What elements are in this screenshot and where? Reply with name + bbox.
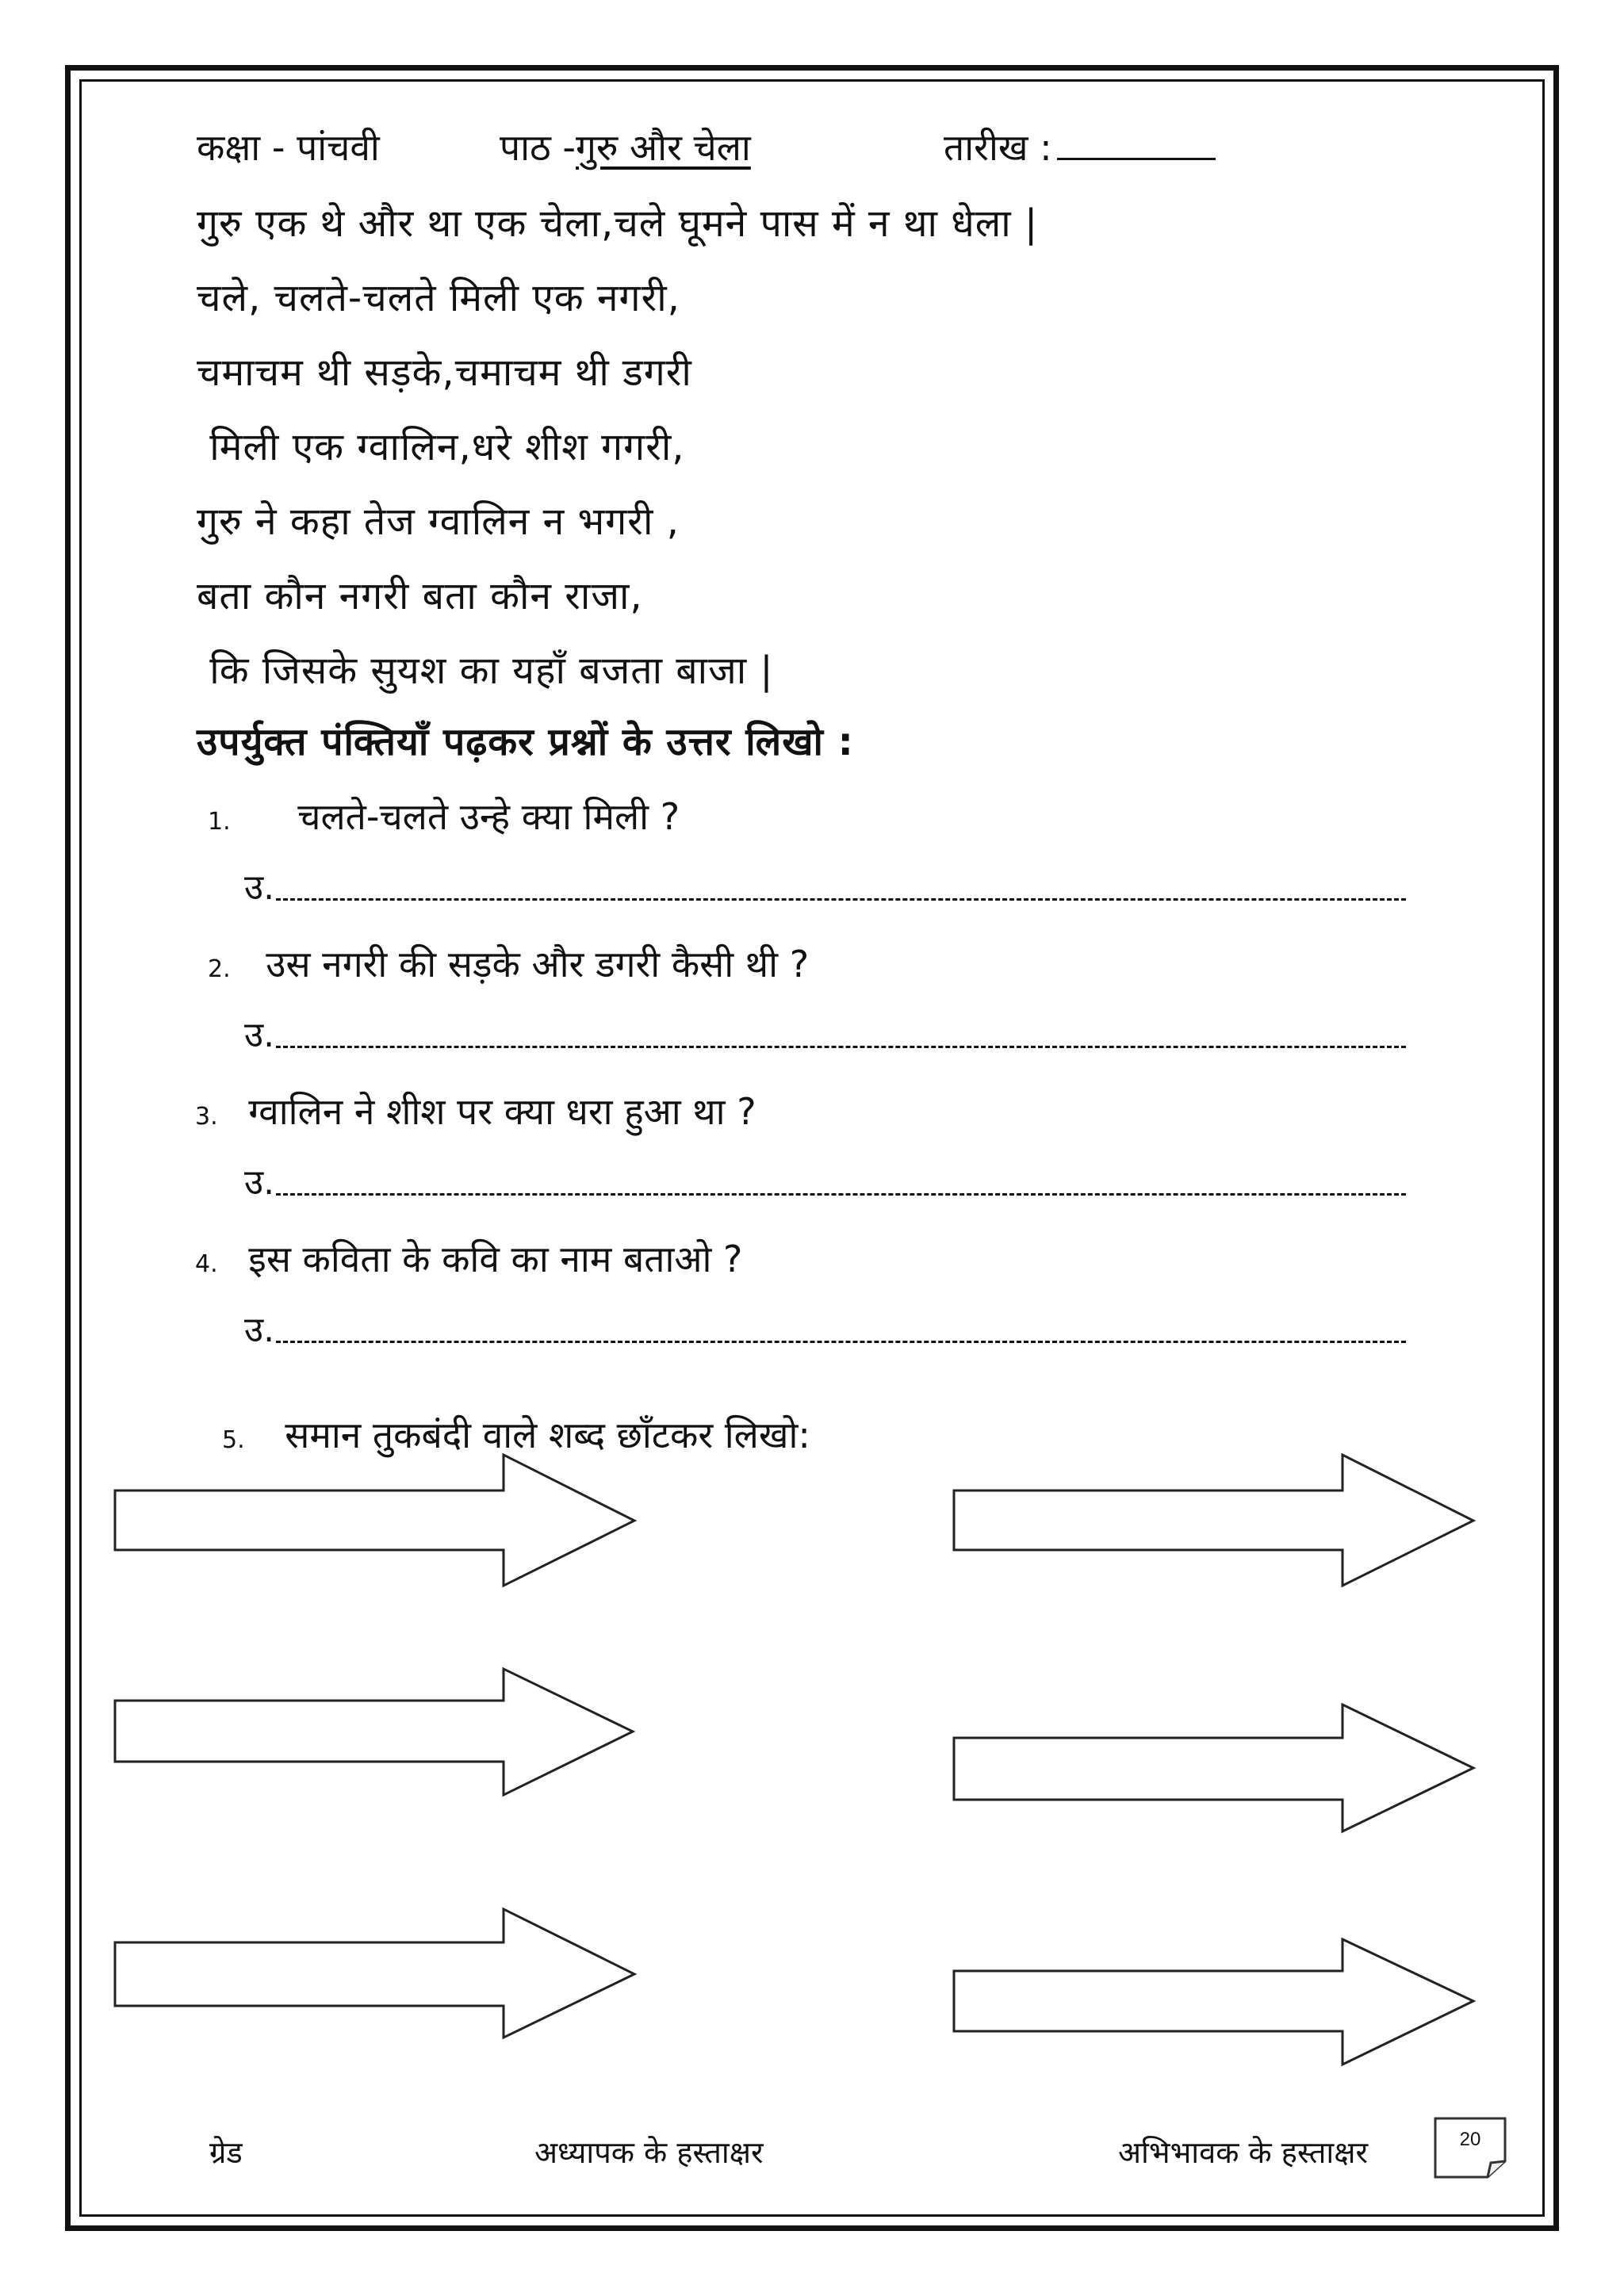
arrow-box-left-1[interactable] xyxy=(115,1455,634,1586)
question-text: समान तुकबंदी वाले शब्द छाँटकर लिखो: xyxy=(285,1414,810,1456)
lesson-prefix: पाठ - xyxy=(500,126,576,169)
date-label: तारीख : xyxy=(944,126,1052,169)
poem-line: गुरु ने कहा तेज ग्वालिन न भगरी , xyxy=(197,499,680,544)
poem-line: बता कौन नगरी बता कौन राजा, xyxy=(197,574,643,618)
arrow-box-right-3[interactable] xyxy=(954,1939,1473,2064)
poem-line: मिली एक ग्वालिन,धरे शीश गगरी, xyxy=(197,425,685,469)
question-text: ग्वालिन ने शीश पर क्या धरा हुआ था ? xyxy=(248,1090,756,1133)
poem-line: चमाचम थी सड़के,चमाचम थी डगरी xyxy=(197,350,692,395)
lesson-title: गुरु और चेला xyxy=(576,126,751,169)
arrow-box-left-3[interactable] xyxy=(115,1909,634,2038)
poem-line: चले, चलते-चलते मिली एक नगरी, xyxy=(197,276,680,320)
arrow-box-right-2[interactable] xyxy=(954,1705,1473,1831)
footer-parent-signature: अभिभावक के हस्ताक्षर xyxy=(1118,2135,1369,2170)
question-number: 2. xyxy=(208,955,231,983)
question-text: चलते-चलते उन्हे क्या मिली ? xyxy=(297,795,680,838)
arrow-box-left-2[interactable] xyxy=(115,1669,633,1795)
footer-teacher-signature: अध्यापक के हस्ताक्षर xyxy=(534,2135,764,2170)
question-number: 5. xyxy=(222,1426,245,1454)
arrow-box-right-1[interactable] xyxy=(954,1455,1473,1586)
poem-line: कि जिसके सुयश का यहाँ बजता बाजा | xyxy=(197,649,774,693)
footer-grade: ग्रेड xyxy=(209,2135,243,2170)
page-number: 20 xyxy=(1459,2129,1481,2150)
question-text: उस नगरी की सड़के और डगरी कैसी थी ? xyxy=(266,943,810,985)
question-number: 1. xyxy=(208,808,231,836)
instruction-heading: उपर्युक्त पंक्तियाँ पढ़कर प्रश्नों के उत्तर लिखो : xyxy=(197,720,854,764)
answer-label: उ. xyxy=(244,1162,275,1203)
answer-label: उ. xyxy=(244,1310,275,1350)
question-text: इस कविता के कवि का नाम बताओ ? xyxy=(248,1238,743,1280)
question-number: 4. xyxy=(195,1250,218,1278)
class-label: कक्षा - पांचवी xyxy=(197,126,380,169)
answer-label: उ. xyxy=(244,1015,275,1055)
poem-line: गुरु एक थे और था एक चेला,चले घूमने पास में न था धेला | xyxy=(197,201,1039,246)
answer-label: उ. xyxy=(244,867,275,908)
question-number: 3. xyxy=(195,1103,218,1131)
